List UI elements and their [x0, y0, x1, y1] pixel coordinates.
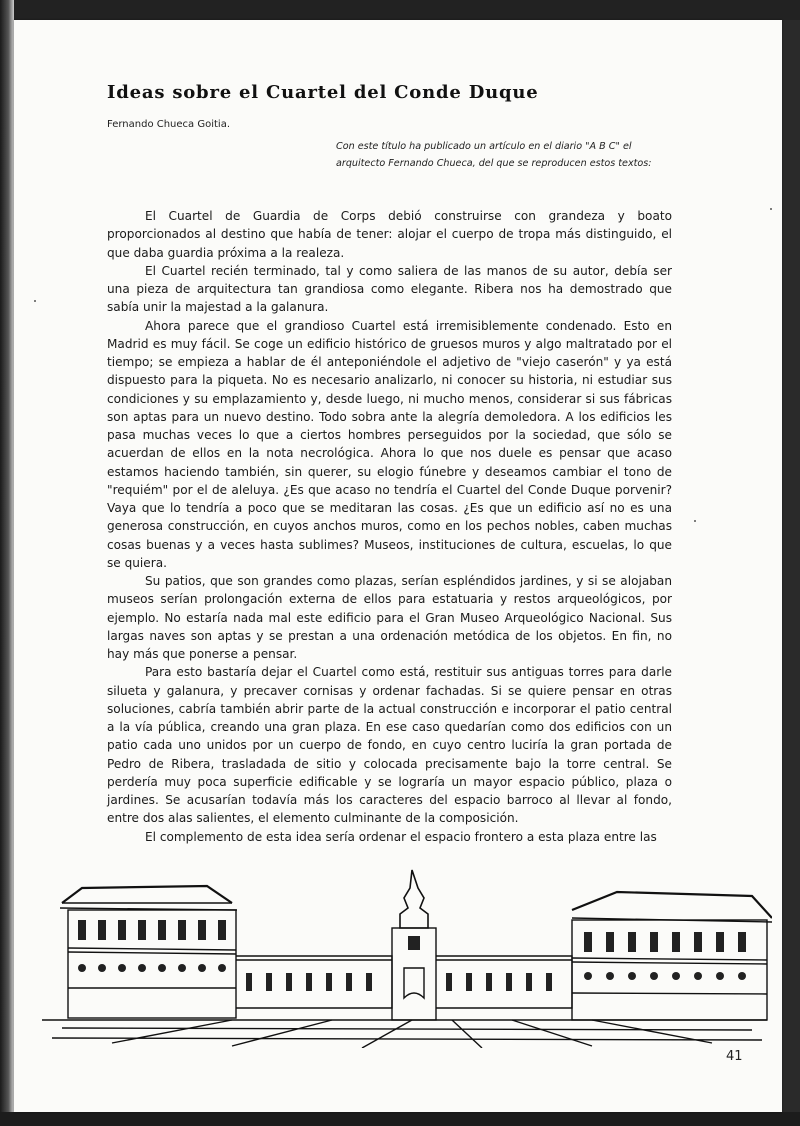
paragraph: El complemento de esta idea sería ordenar el espacio frontero a esta plaza entre las [145, 829, 657, 844]
article-intro: Con este título ha publicado un artículo en el diario "A B C" el arquitecto Fernando Chueca, del que se reproducen estos textos: [336, 141, 652, 169]
cuartel-sketch-illustration [32, 848, 772, 1048]
scan-border-top [0, 0, 800, 20]
article-title: Ideas sobre el Cuartel del Conde Duque [107, 82, 539, 103]
article-body [107, 207, 672, 846]
article-author: Fernando Chueca Goitia. [107, 119, 231, 130]
scan-border-left [0, 0, 14, 1126]
paragraph: Para esto bastaría dejar el Cuartel como está, restituir sus antiguas torres para darle silueta y galanura, y precaver cornisas y ordenar fachadas. Si se quiere pensar en otras soluciones, cabría también abrir parte de la actual construcción e incorporar el patio central a la vía pública, creando una gran plaza. En ese caso quedarían como dos edificios con un patio cada uno unidos por un cuerpo de fondo, en cuyo centro luciría la gran portada de Pedro de Ribera, trasladada de sitio y colocada precisamente bajo la torre central. Se perdería muy poca superficie edificable y se lograría un mayor espacio público, plaza o jardines. Se acusarían todavía más los caracteres del espacio barroco al llevar al fondo, entre dos alas salientes, el elemento culminante de la composición. [107, 665, 672, 826]
scan-border-bottom [0, 1112, 800, 1126]
page-number: 41 [726, 1049, 743, 1064]
paragraph: Su patios, que son grandes como plazas, serían espléndidos jardines, y si se alojaban museos serían prolongación externa de ellos para estatuaria y restos arqueológicos, por ejemplo. No estaría nada mal este edificio para el Gran Museo Arqueológico Nacional. Sus largas naves son aptas y se prestan a una ordenación metódica de los objetos. En fin, no hay más que ponerse a pensar. [107, 574, 672, 661]
scan-speck [694, 520, 696, 522]
paragraph: El Cuartel de Guardia de Corps debió construirse con grandeza y boato proporcionados al destino que había de tener: alojar el cuerpo de tropa más distinguido, el que daba guardia próxima a la realeza. [107, 209, 672, 260]
scan-speck [34, 300, 36, 302]
paragraph: El Cuartel recién terminado, tal y como saliera de las manos de su autor, debía ser una pieza de arquitectura tan grandiosa como elegante. Ribera nos ha demostrado que sabía unir la majestad a la galanura. [107, 263, 672, 315]
paragraph: Ahora parece que el grandioso Cuartel está irremisiblemente condenado. Esto en Madrid es muy fácil. Se coge un edificio histórico de gruesos muros y algo maltratado por el tiempo; se empieza a hablar de él anteponiéndole el adjetivo de "viejo caserón" y ya está dispuesto para la piqueta. No es necesario analizarlo, ni conocer su historia, ni estudiar sus condiciones y su emplazamiento y, desde luego, ni mucho menos, considerar si sus fábricas son aptas para un nuevo destino. Todo sobra ante la alegría demoledora. A los edificios les pasa muchas veces lo que a ciertos hombres perseguidos por la sociedad, que sólo se acuerdan de ellos en la nota necrológica. Ahora lo que nos duele es pensar que acaso estamos haciendo también, sin querer, su elogio fúnebre y deseamos cambiar el tono de "requiém" por el de aleluya. ¿Es que acaso no tendría el Cuartel del Conde Duque porvenir? Vaya que lo tendría a poco que se meditaran las cosas. ¿Es que un edificio así no es una generosa construcción, en cuyos anchos muros, como en los pechos nobles, caben muchas cosas buenas y a veces hasta sublimes? Museos, instituciones de cultura, escuelas, lo que se quiera. [107, 318, 672, 570]
document-page [14, 20, 782, 1112]
scan-speck [770, 208, 772, 210]
